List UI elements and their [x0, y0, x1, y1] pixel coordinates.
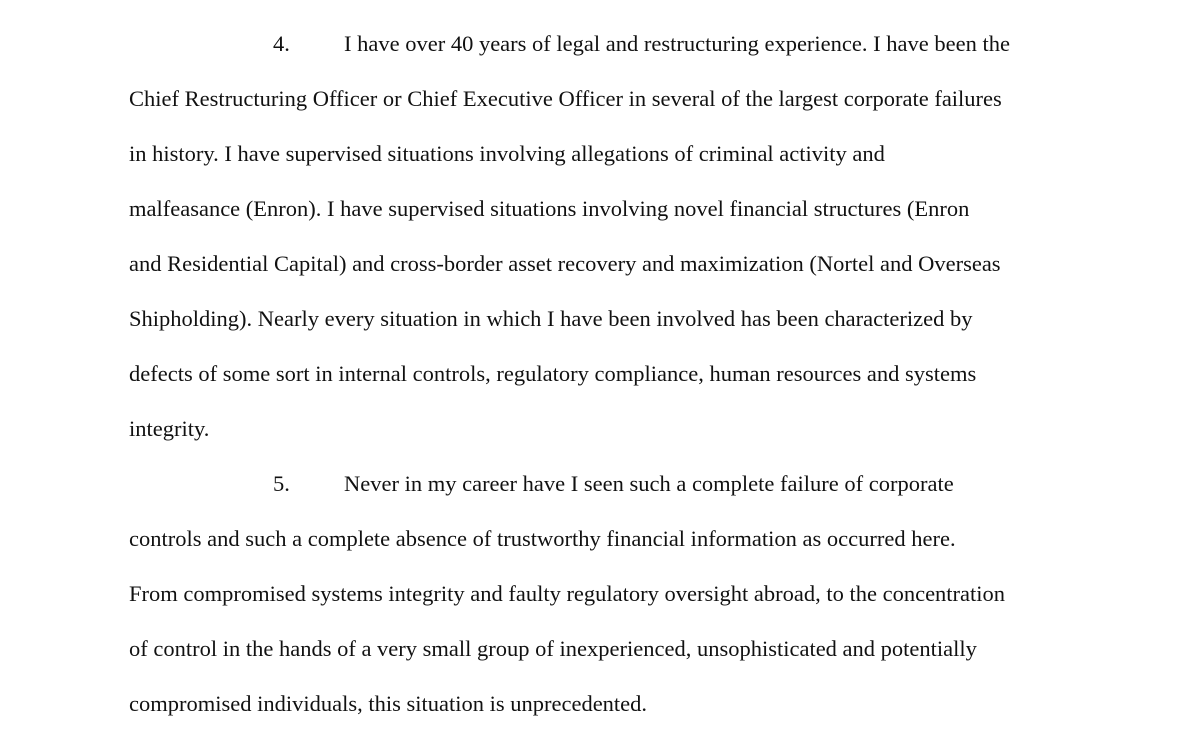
paragraph-5-line-3: From compromised systems integrity and faulty regulatory oversight abroad, to the concentration	[129, 581, 1006, 606]
paragraph-5-line-1: Never in my career have I seen such a complete failure of corporate	[344, 471, 954, 496]
paragraph-5-line-4: of control in the hands of a very small group of inexperienced, unsophisticated and potentially	[129, 636, 977, 661]
paragraph-4-line-8: integrity.	[129, 416, 210, 441]
paragraph-4-line-2: Chief Restructuring Officer or Chief Executive Officer in several of the largest corporate failures	[129, 86, 1002, 111]
paragraph-4-line-3: in history. I have supervised situations involving allegations of criminal activity and	[129, 141, 885, 166]
paragraph-5-line-2: controls and such a complete absence of trustworthy financial information as occurred here.	[129, 526, 956, 551]
paragraph-4-line-4: malfeasance (Enron). I have supervised situations involving novel financial structures (Enron	[129, 196, 970, 221]
paragraph-5-number: 5.	[273, 471, 290, 496]
paragraph-4-line-6: Shipholding). Nearly every situation in which I have been involved has been characterized by	[129, 306, 973, 331]
paragraph-4-line-1: I have over 40 years of legal and restructuring experience. I have been the	[344, 31, 1010, 56]
paragraph-5-line-5: compromised individuals, this situation is unprecedented.	[129, 691, 648, 716]
paragraph-4-number: 4.	[273, 31, 290, 56]
paragraph-4-line-5: and Residential Capital) and cross-border asset recovery and maximization (Nortel and Overseas	[129, 251, 1001, 276]
paragraph-4-line-7: defects of some sort in internal controls, regulatory compliance, human resources and systems	[129, 361, 977, 386]
